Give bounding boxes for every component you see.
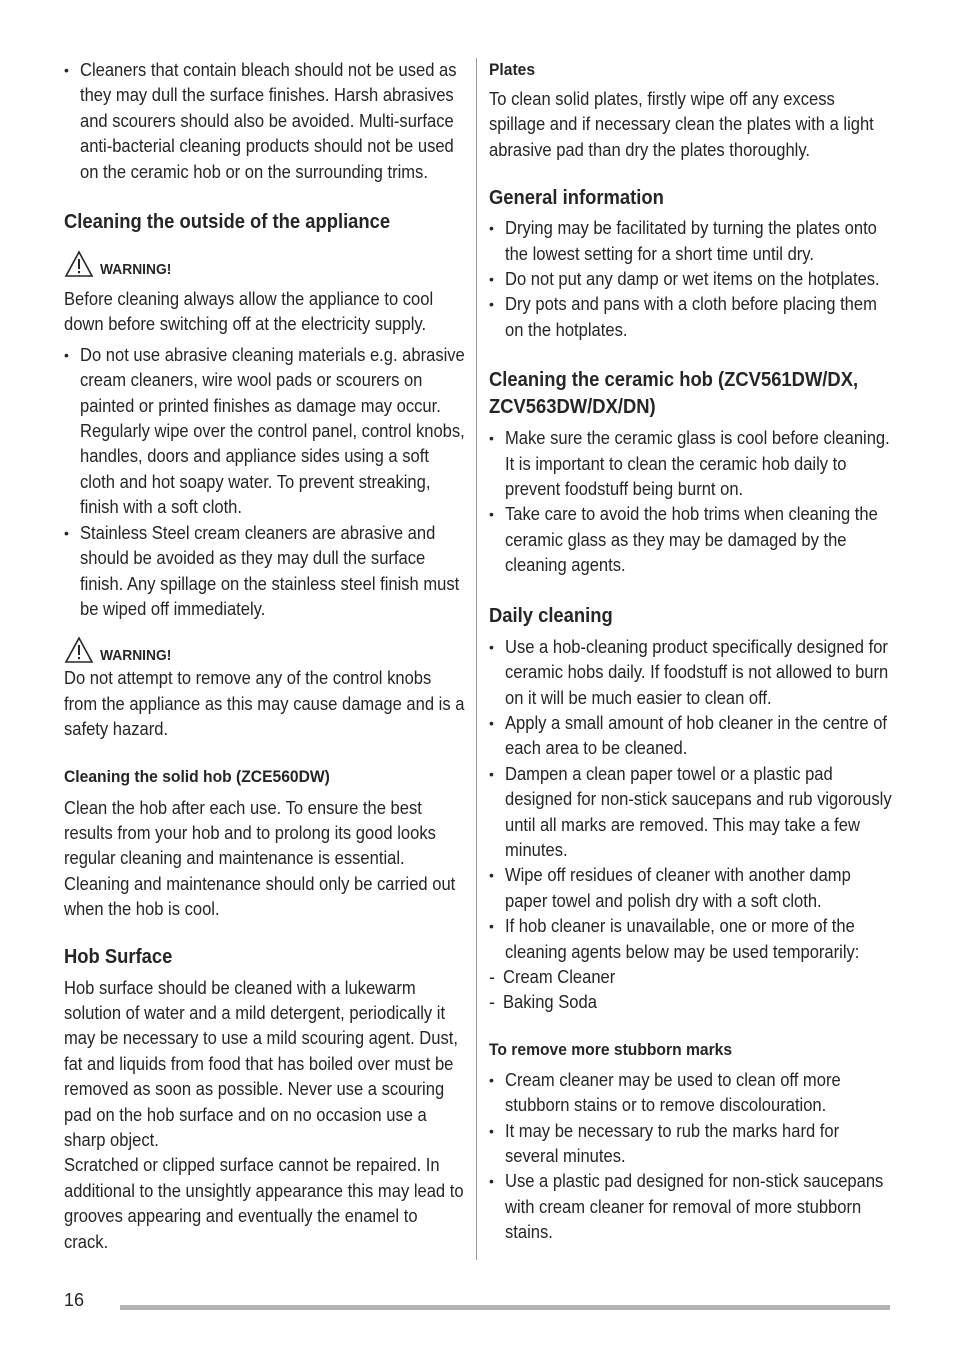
daily-dash-list bbox=[489, 965, 893, 1016]
right-column bbox=[489, 58, 893, 1246]
paragraph: Do not attempt to remove any of the control knobs from the appliance as this may cause damage and is a safety hazard. bbox=[64, 668, 465, 740]
list-item: • Do not put any damp or wet items on the hotplates. bbox=[489, 267, 893, 292]
list-item: • Dampen a clean paper towel or a plastic pad designed for non-stick saucepans and rub vigorously until all marks are removed. This may take a few minutes. bbox=[489, 762, 893, 864]
paragraph: Hob surface should be cleaned with a lukewarm solution of water and a mild detergent, periodically it may be necessary to use a mild scouring agent. Dust, fat and liquids from food that has boiled over must be removed as soon as possible. Never use a scouring pad on the hob surface and on no occasion use a sharp object. bbox=[64, 977, 458, 1150]
daily-bullet-list bbox=[489, 635, 893, 965]
general-bullet-list bbox=[489, 216, 893, 343]
list-item: • If hob cleaner is unavailable, one or more of the cleaning agents below may be used temporarily: bbox=[489, 914, 893, 965]
ceramic-bullet-list bbox=[489, 426, 893, 578]
page-number: 16 bbox=[64, 1290, 85, 1310]
paragraph: Scratched or clipped surface cannot be repaired. In additional to the unsightly appearance this may lead to grooves appearing and eventually the enamel to crack. bbox=[64, 1155, 464, 1252]
warning-triangle-icon bbox=[64, 636, 94, 664]
warning-triangle-icon bbox=[64, 250, 94, 278]
column-divider bbox=[476, 58, 477, 1260]
list-item: • Dry pots and pans with a cloth before placing them on the hotplates. bbox=[489, 292, 893, 343]
section-heading-general: General information bbox=[489, 187, 664, 210]
section-heading-plates: Plates bbox=[489, 60, 536, 79]
stubborn-bullet-list bbox=[489, 1068, 893, 1246]
paragraph: Before cleaning always allow the appliance to cool down before switching off at the electricity supply. bbox=[64, 289, 434, 335]
list-item: • Make sure the ceramic glass is cool before cleaning. It is important to clean the ceramic hob daily to prevent foodstuff being burnt on. bbox=[489, 426, 893, 502]
list-item: • Do not use abrasive cleaning materials e.g. abrasive cream cleaners, wire wool pads or scourers on painted or printed finishes as damage may occur. Regularly wipe over the control panel, control knobs, handles, doors and appliance sides using a soft cloth and hot soapy water. To prevent streaking, finish with a soft cloth. bbox=[64, 343, 466, 521]
warning-text-label: WARNING! bbox=[100, 261, 172, 279]
footer-rule bbox=[120, 1305, 890, 1310]
list-item: • Cream cleaner may be used to clean off more stubborn stains or to remove discolouration. bbox=[489, 1068, 893, 1119]
warning-label-1 bbox=[64, 244, 466, 278]
warning-label-2 bbox=[64, 630, 466, 664]
outside-bullet-list bbox=[64, 343, 466, 622]
paragraph: To clean solid plates, firstly wipe off any excess spillage and if necessary clean the plates with a light abrasive pad than dry the plates thoroughly. bbox=[489, 89, 874, 160]
list-item: - Baking Soda bbox=[489, 990, 893, 1015]
left-column bbox=[64, 58, 466, 1255]
list-item: • Apply a small amount of hob cleaner in the centre of each area to be cleaned. bbox=[489, 711, 893, 762]
section-heading-hob-surface: Hob Surface bbox=[64, 945, 173, 968]
list-item: • Take care to avoid the hob trims when cleaning the ceramic glass as they may be damaged by the cleaning agents. bbox=[489, 502, 893, 578]
list-item: • Wipe off residues of cleaner with another damp paper towel and polish dry with a soft cloth. bbox=[489, 863, 893, 914]
list-item: • Drying may be facilitated by turning the plates onto the lowest setting for a short time until dry. bbox=[489, 216, 893, 267]
warning-text-label: WARNING! bbox=[100, 647, 172, 665]
intro-bullet-list bbox=[64, 58, 466, 185]
list-item: • Stainless Steel cream cleaners are abrasive and should be avoided as they may dull the surface finish. Any spillage on the stainless steel finish must be wiped off immediately. bbox=[64, 521, 466, 623]
paragraph: Clean the hob after each use. To ensure the best results from your hob and to prolong its good looks regular cleaning and maintenance is essential. Cleaning and maintenance should only be carried out when the hob is cool. bbox=[64, 797, 456, 920]
section-heading-outside: Cleaning the outside of the appliance bbox=[64, 211, 391, 234]
list-item: • Use a hob-cleaning product specifically designed for ceramic hobs daily. If foodstuff is not allowed to burn on it will be much easier to clean off. bbox=[489, 635, 893, 711]
section-heading-daily: Daily cleaning bbox=[489, 604, 613, 627]
list-item: • Cleaners that contain bleach should not be used as they may dull the surface finishes. Harsh abrasives and scourers should also be avoided. Multi-surface anti-bacterial cleaning products should not be used on the ceramic hob or on the surrounding trims. bbox=[64, 58, 466, 185]
list-item: - Cream Cleaner bbox=[489, 965, 893, 990]
section-heading-solid-hob: Cleaning the solid hob (ZCE560DW) bbox=[64, 766, 330, 786]
section-heading-ceramic: Cleaning the ceramic hob (ZCV561DW/DX, ZCV563DW/DX/DN) bbox=[489, 369, 859, 419]
section-heading-stubborn: To remove more stubborn marks bbox=[489, 1039, 733, 1059]
list-item: • Use a plastic pad designed for non-stick saucepans with cream cleaner for removal of more stubborn stains. bbox=[489, 1169, 893, 1245]
list-item: • It may be necessary to rub the marks hard for several minutes. bbox=[489, 1119, 893, 1170]
